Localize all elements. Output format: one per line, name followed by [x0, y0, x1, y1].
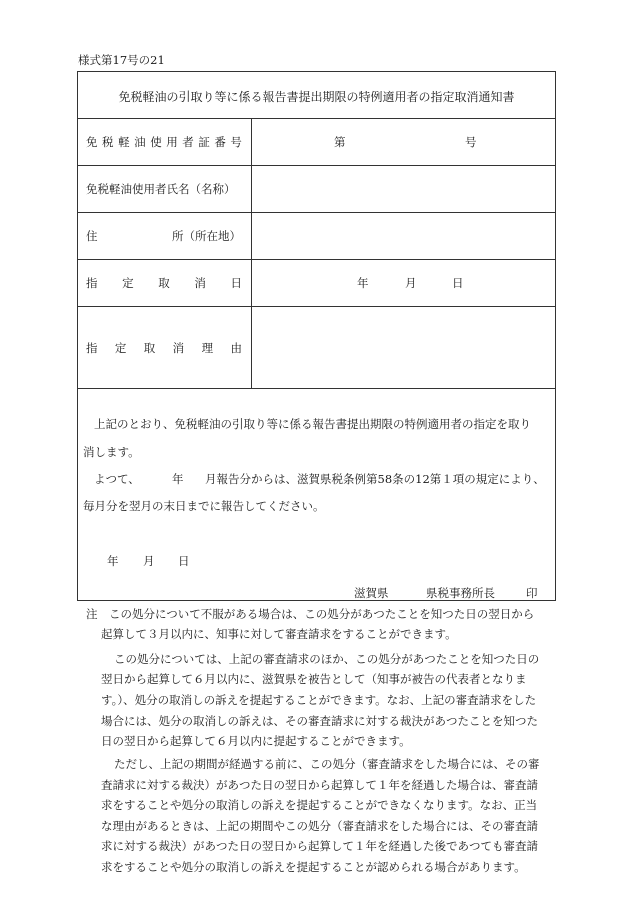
- note-line: 翌日から起算して６月以内に、滋賀県を被告として（知事が被告の代表者となりま: [101, 672, 527, 686]
- seal-mark: 印: [526, 586, 538, 600]
- note-line: この処分については、上記の審査請求のほか、この処分があつたことを知つた日の: [114, 652, 540, 666]
- note-line: 日の翌日から起算して６月以内に提起することができます。: [101, 734, 411, 748]
- body-line-3c: 月報告分からは、滋賀県税条例第58条の12第１項の規定により、: [205, 472, 545, 486]
- note-line: 起算して３月以内に、知事に対して審査請求をすることができます。: [101, 627, 457, 641]
- body-line-3b: 年: [172, 472, 184, 486]
- body-line-3a: よつて、: [94, 472, 140, 486]
- address-label-a: 住: [86, 229, 98, 243]
- cancel-reason-label: 指 定 取 消 理 由: [86, 341, 242, 355]
- cert-number-field[interactable]: [352, 128, 460, 154]
- cert-number-dai: 第: [334, 135, 346, 149]
- notice-date-month: 月: [143, 554, 155, 568]
- cancel-date-day: 日: [452, 276, 464, 290]
- address-label-b: 所（所在地）: [172, 229, 241, 243]
- note-line: 求をすることや処分の取消しの訴えを提起することが認められる場合があります。: [101, 860, 526, 874]
- note-line: な理由があるときは、上記の期間やこの処分（審査請求をした場合には、その審査請: [101, 819, 538, 833]
- issuer-prefecture: 滋賀県: [354, 586, 389, 600]
- address-field[interactable]: [256, 217, 551, 255]
- body-line-2: 消します。: [83, 445, 140, 459]
- form-number: 様式第17号の21: [78, 53, 165, 67]
- note-line: ただし、上記の期間が経過する前に、この処分（審査請求をした場合には、その審: [114, 757, 540, 771]
- cert-number-go: 号: [465, 135, 477, 149]
- note-line: 注 この処分について不服がある場合は、この処分があつたことを知つた日の翌日から: [86, 607, 535, 621]
- cancel-date-label: 指 定 取 消 日: [86, 276, 242, 290]
- note-line: 査請求に対する裁決）があつた日の翌日から起算して１年を経過した場合は、審査請: [101, 778, 538, 792]
- note-line: 求に対する裁決）があつた日の翌日から起算して１年を経過した後であつても審査請: [101, 839, 538, 853]
- name-label: 免税軽油使用者氏名（名称）: [86, 182, 236, 196]
- name-field[interactable]: [256, 170, 551, 208]
- body-line-4: 毎月分を翌月の末日までに報告してください。: [83, 499, 325, 513]
- notice-date-day: 日: [178, 554, 190, 568]
- issuer-office: 県税事務所長: [426, 586, 495, 600]
- note-line: 求をすることや処分の取消しの訴えを提起することができなくなります。なお、正当: [101, 798, 538, 812]
- form-title: 免税軽油の引取り等に係る報告書提出期限の特例適用者の指定取消通知書: [118, 90, 515, 104]
- note-line: す。）、処分の取消しの訴えを提起することができます。なお、上記の審査請求をした: [101, 693, 537, 707]
- body-line-1: 上記のとおり、免税軽油の引取り等に係る報告書提出期限の特例適用者の指定を取り: [94, 417, 531, 431]
- cancel-date-year: 年: [357, 276, 369, 290]
- note-line: 場合には、処分の取消しの訴えは、その審査請求に対する裁決があつたことを知つた: [101, 714, 538, 728]
- cancel-date-month: 月: [405, 276, 417, 290]
- cert-number-label: 免 税 軽 油 使 用 者 証 番 号: [86, 135, 242, 149]
- notice-date-year: 年: [107, 554, 119, 568]
- cancel-reason-field[interactable]: [256, 311, 551, 383]
- cancel-date-field[interactable]: [300, 266, 500, 300]
